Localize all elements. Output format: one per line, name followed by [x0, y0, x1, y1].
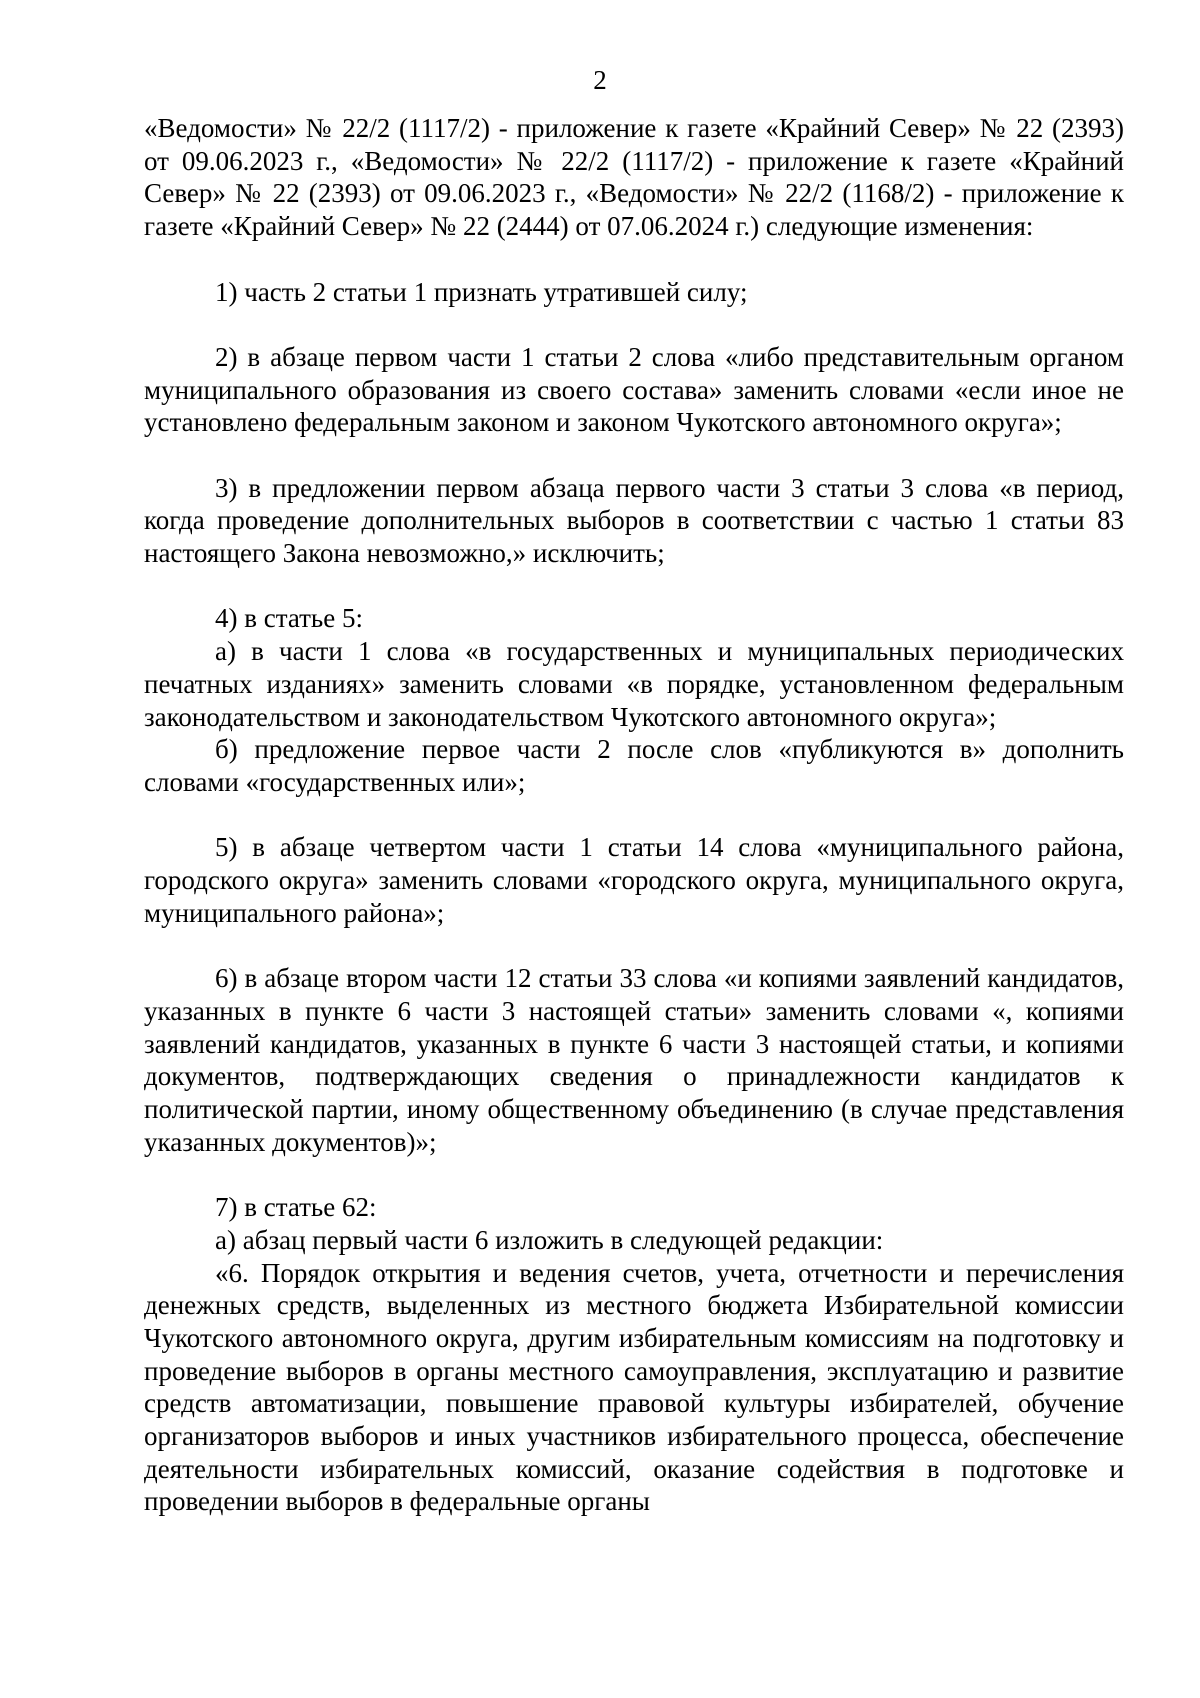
paragraph-quoted-text: «6. Порядок открытия и ведения счетов, учета, отчетности и перечисления денежных средств, выделенных из местного бюджета Избирательной комиссии Чукотского автономного округа, другим избирательным комиссиям на подготовку и проведение выборов в органы местного самоуправления, эксплуатацию и развитие средств автоматизации, повышение правовой культуры избирателей, обучение организаторов выборов и иных участников избирательного процесса, обеспечение деятельности избирательных комиссий, оказание содействия в подготовке и проведении выборов в федеральные органы: [144, 1257, 1124, 1517]
paragraph-item-7: 7) в статье 62:: [215, 1192, 377, 1223]
paragraph-continuation: «Ведомости» № 22/2 (1117/2) - приложение к газете «Крайний Север» № 22 (2393) от 09.06.2023 г., «Ведомости» № 22/2 (1117/2) - приложение к газете «Крайний Север» № 22 (2393) от 09.06.2023 г., «Ведомости» № 22/2 (1168/2) - приложение к газете «Крайний Север» № 22 (2444) от 07.06.2024 г.) следующие изменения:: [144, 113, 1124, 242]
paragraph-item-4: 4) в статье 5:: [215, 603, 363, 634]
paragraph-item-4a: а) в части 1 слова «в государственных и муниципальных периодических печатных изданиях» заменить словами «в порядке, установленном федеральным законодательством и законодательством Чукотского автономного округа»;: [144, 636, 1124, 732]
paragraph-item-3: 3) в предложении первом абзаца первого части 3 статьи 3 слова «в период, когда проведение дополнительных выборов в соответствии с частью 1 статьи 83 настоящего Закона невозможно,» исключить;: [144, 472, 1124, 569]
paragraph-item-6: 6) в абзаце втором части 12 статьи 33 слова «и копиями заявлений кандидатов, указанных в пункте 6 части 3 настоящей статьи» заменить словами «, копиями заявлений кандидатов, указанных в пункте 6 части 3 настоящей статьи, и копиями документов, подтверждающих сведения о принадлежности кандидатов к политической партии, иному общественному объединению (в случае представления указанных документов)»;: [144, 963, 1124, 1157]
paragraph-item-5: 5) в абзаце четвертом части 1 статьи 14 слова «муниципального района, городского округа» заменить словами «городского округа, муниципального округа, муниципального района»;: [144, 832, 1124, 928]
paragraph-item-1: 1) часть 2 статьи 1 признать утратившей силу;: [215, 276, 748, 307]
paragraph-item-7a: а) абзац первый части 6 изложить в следующей редакции:: [215, 1224, 884, 1255]
paragraph-item-2: 2) в абзаце первом части 1 статьи 2 слова «либо представительным органом муниципального образования из своего состава» заменить словами «если иное не установлено федеральным законом и законом Чукотского автономного округа»;: [144, 341, 1124, 438]
paragraph-item-4b: б) предложение первое части 2 после слов «публикуются в» дополнить словами «государственных или»;: [144, 734, 1124, 797]
document-body: [144, 112, 1124, 1518]
page-number: 2: [593, 65, 607, 95]
